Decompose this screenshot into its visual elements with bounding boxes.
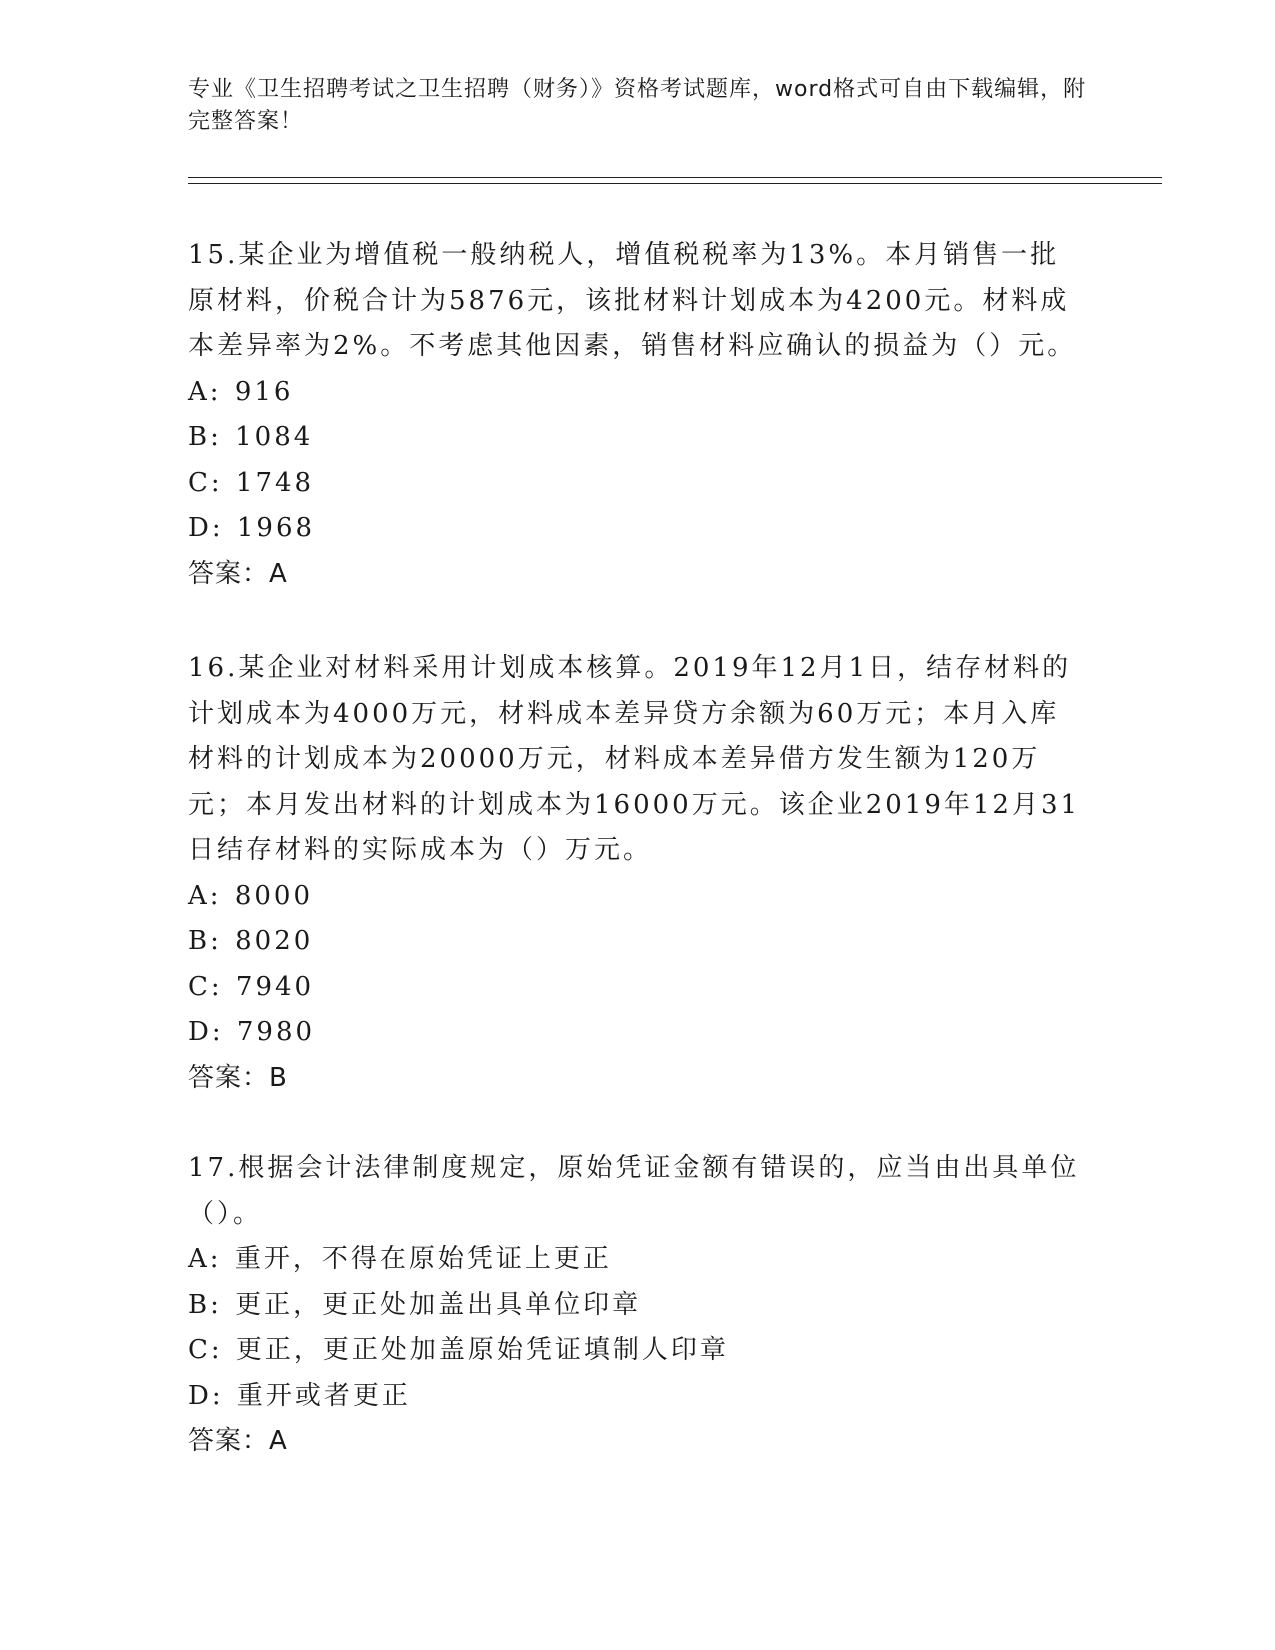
option-text: 重开或者更正 (236, 1380, 411, 1411)
option-text: 重开，不得在原始凭证上更正 (234, 1244, 612, 1274)
option-text: 1748 (235, 467, 315, 498)
option-d (188, 1374, 1088, 1420)
option-text: 8020 (235, 926, 314, 956)
option-list (188, 1237, 1088, 1419)
option-letter: D: (188, 1017, 224, 1047)
option-c (188, 1328, 1088, 1374)
option-b (188, 1283, 1088, 1329)
option-letter: C: (188, 467, 223, 498)
option-letter: B: (188, 422, 222, 452)
option-text: 7940 (235, 971, 315, 1002)
option-text: 更正，更正处加盖原始凭证填制人印章 (235, 1335, 729, 1365)
option-list (188, 370, 1088, 552)
option-text: 8000 (234, 880, 313, 911)
option-letter: D: (188, 513, 224, 543)
option-b (188, 919, 1088, 965)
option-c (188, 965, 1088, 1011)
option-letter: D: (188, 1380, 224, 1411)
option-a (188, 370, 1088, 416)
option-text: 7980 (236, 1017, 316, 1047)
option-a (188, 874, 1088, 920)
option-text: 1084 (235, 422, 314, 452)
option-letter: A: (188, 1244, 222, 1274)
option-letter: C: (188, 971, 223, 1002)
option-letter: A: (188, 880, 222, 911)
header-divider-bottom (188, 183, 1162, 184)
answer-line: 答案：A (188, 1426, 288, 1456)
option-text: 更正，更正处加盖出具单位印章 (235, 1289, 642, 1320)
answer-line: 答案：B (188, 1062, 288, 1093)
option-c (188, 461, 1088, 507)
option-letter: B: (188, 1289, 222, 1320)
option-d (188, 506, 1088, 552)
question-stem: 15.某企业为增值税一般纳税人，增值税税率为13%。本月销售一批原材料，价税合计为5876元，该批材料计划成本为4200元。材料成本差异率为2%。不考虑其他因素，销售材料应确认的损益为（）元。 (188, 240, 1077, 361)
option-list (188, 874, 1088, 1056)
header-divider-top (188, 177, 1162, 178)
option-letter: B: (188, 926, 222, 956)
question-16 (188, 646, 1088, 1101)
document-header: 专业《卫生招聘考试之卫生招聘（财务）》资格考试题库，word格式可自由下载编辑，附完整答案！ (188, 77, 1087, 134)
question-17 (188, 1146, 1088, 1465)
option-letter: C: (188, 1335, 223, 1365)
question-15 (188, 233, 1088, 597)
option-letter: A: (188, 376, 222, 407)
option-d (188, 1010, 1088, 1056)
option-a (188, 1237, 1088, 1283)
answer-line: 答案：A (188, 558, 288, 589)
option-b (188, 415, 1088, 461)
option-text: 916 (234, 376, 294, 407)
option-text: 1968 (236, 513, 316, 543)
question-stem: 17.根据会计法律制度规定，原始凭证金额有错误的，应当由出具单位（）。 (188, 1153, 1080, 1229)
question-stem: 16.某企业对材料采用计划成本核算。2019年12月1日，结存材料的计划成本为4000万元，材料成本差异贷方余额为60万元；本月入库材料的计划成本为20000万元，材料成本差异借方发生额为120万元；本月发出材料的计划成本为16000万元。该企业2019年12月31日结存材料的实际成本为（）万元。 (188, 653, 1081, 865)
